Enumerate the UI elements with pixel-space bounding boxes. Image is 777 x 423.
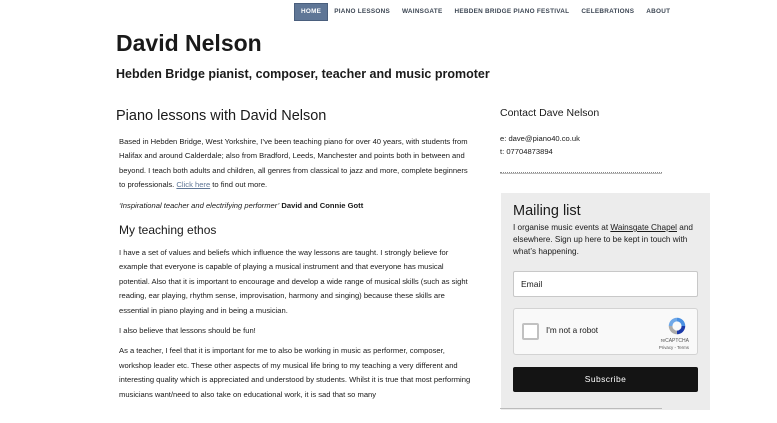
- email-input[interactable]: [513, 271, 698, 297]
- mailing-heading: Mailing list: [513, 203, 581, 219]
- recaptcha-checkbox[interactable]: [522, 323, 539, 340]
- recaptcha-privacy-terms[interactable]: Privacy - Terms: [658, 344, 689, 350]
- ethos-paragraph-1: I have a set of values and beliefs which influence the way lessons are taught. I strongly believe for example that everyone is capable of playing a musical instrument and that everyone has musical potential. Also that it is important to encourage and develop a wide range of musical skills (such as sight reading, ear playing, rhythm sense, improvisation, harmony and singing) because these skills are essential in piano playing and in being a musician.: [119, 248, 468, 315]
- site-title: David Nelson: [116, 30, 262, 56]
- subscribe-button[interactable]: Subscribe: [513, 367, 698, 392]
- nav-about[interactable]: ABOUT: [646, 8, 671, 15]
- contact-section: [500, 107, 662, 174]
- mailing-text-after: and elsewhere. Sign up here to be kept in touch with what’s happening.: [513, 223, 693, 257]
- main-content: [116, 108, 471, 408]
- testimonial-author: David and Connie Gott: [281, 200, 364, 210]
- mailing-text-before: I organise music events at: [513, 223, 611, 232]
- nav-piano-festival[interactable]: HEBDEN BRIDGE PIANO FESTIVAL: [454, 8, 570, 15]
- page-heading: Piano lessons with David Nelson: [116, 108, 327, 124]
- recaptcha-widget: [513, 308, 698, 355]
- nav-wainsgate[interactable]: WAINSGATE: [402, 8, 443, 15]
- intro-link-suffix: to find out more.: [210, 180, 268, 190]
- nav-home[interactable]: HOME: [294, 3, 328, 21]
- intro-text: Based in Hebden Bridge, West Yorkshire, I’ve been teaching piano for over 40 years, with students from Halifax and around Calderdale; also from Bradford, Leeds, Manchester and points both in between and beyond. I teach both adults and children, all genres from classical to jazz and more, complete beginners to professionals.: [119, 137, 468, 190]
- nav-piano-lessons[interactable]: PIANO LESSONS: [334, 8, 390, 15]
- wainsgate-chapel-link[interactable]: Wainsgate Chapel: [610, 223, 677, 232]
- testimonial-quote: ‘Inspirational teacher and electrifying performer’: [119, 200, 280, 210]
- click-here-link[interactable]: Click here: [176, 180, 211, 190]
- contact-heading: Contact Dave Nelson: [500, 107, 600, 119]
- ethos-paragraph-3: As a teacher, I feel that it is important for me to also be working in music as performer, composer, workshop leader etc. These other aspects of my musical life bring to my teaching a very different and interesting quality which is appreciated and understood by students. Whilst it is true that most performing musicians want/need to also take on educational work, it is sad that so many: [119, 346, 471, 399]
- site-subtitle: Hebden Bridge pianist, composer, teacher and music promoter: [116, 67, 490, 81]
- recaptcha-brand: reCAPTCHA: [660, 337, 689, 344]
- nav-celebrations[interactable]: CELEBRATIONS: [581, 8, 635, 15]
- contact-phone[interactable]: t: 07704873894: [500, 147, 553, 156]
- recaptcha-label: I'm not a robot: [546, 325, 599, 335]
- ethos-paragraph-2: I also believe that lessons should be fun!: [119, 326, 256, 336]
- ethos-heading: My teaching ethos: [119, 223, 217, 238]
- mailing-description: [513, 222, 698, 259]
- sidebar-divider: [500, 408, 662, 409]
- top-nav: [294, 3, 676, 21]
- testimonial: [119, 199, 471, 213]
- recaptcha-logo-icon: [666, 315, 688, 337]
- mailing-list-panel: [501, 193, 710, 410]
- contact-email[interactable]: e: dave@piano40.co.uk: [500, 134, 580, 143]
- contact-divider: [500, 172, 662, 174]
- intro-paragraph: [119, 135, 471, 193]
